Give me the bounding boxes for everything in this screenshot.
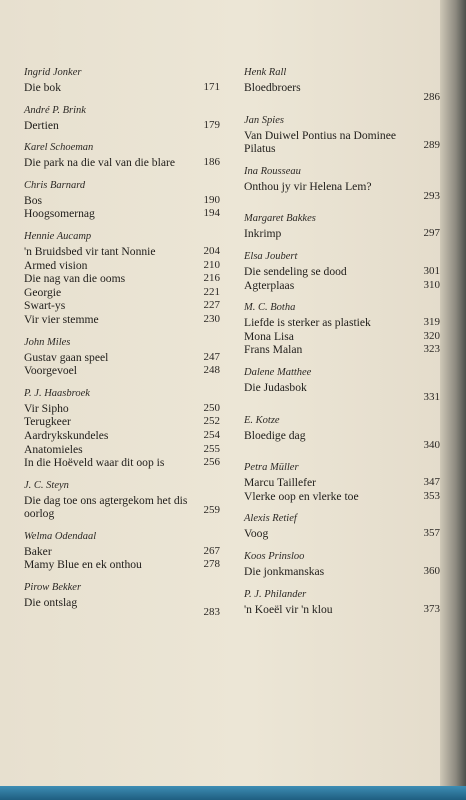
page-number: 340 [423, 438, 440, 451]
author-name: Karel Schoeman [24, 142, 94, 154]
work-title: Die dag toe ons agtergekom het dis oorlog [24, 493, 188, 521]
work-row [244, 81, 440, 105]
author-name: J. C. Steyn [24, 479, 69, 491]
work-title: Die jonkmanskas [244, 564, 325, 578]
page-number: 194 [203, 207, 220, 220]
author-name: Elsa Joubert [244, 250, 298, 262]
work-title: In die Hoëveld waar dit oop is [24, 456, 165, 470]
work-title: Bloedige dag [244, 428, 306, 442]
page-number: 278 [203, 558, 220, 571]
work-title: Mamy Blue en ek onthou [24, 558, 142, 572]
author-name: Ingrid Jonker [24, 67, 82, 78]
author-name: Henk Rall [244, 67, 287, 78]
page-number: 283 [203, 606, 220, 619]
page-number: 320 [423, 329, 440, 342]
toc-entry [244, 301, 440, 357]
author-name: Pirow Bekker [24, 582, 82, 594]
work-row [24, 156, 220, 170]
toc-entry [24, 479, 220, 521]
page-number: 210 [203, 258, 220, 271]
work-row [24, 596, 220, 620]
work-row [244, 129, 440, 156]
work-row [244, 227, 440, 241]
toc-entry [24, 387, 220, 470]
work-title: Die bok [24, 81, 62, 94]
author-name: André P. Brink [24, 104, 86, 116]
work-row [244, 279, 440, 293]
page-number: 297 [423, 227, 440, 240]
work-row [244, 381, 440, 405]
work-title: Georgie [24, 285, 62, 299]
work-row [24, 429, 220, 443]
work-row [244, 265, 440, 279]
work-row [24, 545, 220, 559]
author-name: Jan Spies [244, 114, 284, 126]
work-row [24, 286, 220, 300]
work-row [244, 180, 440, 204]
author-name: Hennie Aucamp [24, 230, 92, 242]
work-title: Vlerke oop en vlerke toe [244, 489, 359, 503]
work-row [24, 207, 220, 221]
work-title: Liefde is sterker as plastiek [244, 316, 371, 330]
work-title: Anatomieles [24, 442, 83, 456]
toc-entry [24, 104, 220, 133]
toc-entry [24, 179, 220, 221]
work-row [24, 272, 220, 286]
work-title: Die Judasbok [244, 380, 307, 394]
page-number: 190 [203, 193, 220, 206]
work-row [244, 429, 440, 453]
toc-entry [244, 250, 440, 292]
author-name: P. J. Haasbroek [24, 387, 90, 399]
page-number: 347 [423, 476, 440, 489]
author-name: Koos Prinsloo [244, 550, 305, 562]
page-number: 216 [203, 272, 220, 285]
toc-right-column [244, 66, 440, 625]
page-edge [440, 0, 466, 800]
work-row [24, 402, 220, 416]
toc-entry [244, 461, 440, 503]
toc-entry [24, 581, 220, 620]
work-title: Baker [24, 544, 52, 558]
page-number: 289 [423, 138, 440, 151]
page-number: 373 [423, 602, 440, 615]
page-number: 221 [203, 285, 220, 298]
page-number: 179 [203, 118, 220, 131]
toc-entry [244, 512, 440, 541]
page-number: 301 [423, 264, 440, 277]
work-row [244, 476, 440, 490]
work-row [24, 81, 220, 95]
work-row [244, 490, 440, 504]
work-title: Swart-ys [24, 299, 66, 313]
toc-entry [244, 114, 440, 156]
work-title: Bloedbroers [244, 81, 301, 94]
page-number: 186 [203, 156, 220, 169]
toc-entry [244, 212, 440, 241]
author-name: Margaret Bakkes [244, 213, 316, 225]
author-name: John Miles [24, 336, 71, 348]
work-row [24, 351, 220, 365]
work-title: 'n Koeël vir 'n klou [244, 602, 333, 616]
author-name: M. C. Botha [244, 302, 296, 314]
page-number: 230 [203, 312, 220, 325]
work-row [24, 299, 220, 313]
toc-entry [244, 588, 440, 617]
page-number: 171 [203, 81, 220, 93]
work-title: Terugkeer [24, 415, 71, 429]
page-number: 204 [203, 244, 220, 257]
page-number: 227 [203, 299, 220, 312]
author-name: Ina Rousseau [244, 165, 301, 177]
work-title: Dertien [24, 118, 59, 132]
author-name: Dalene Matthee [244, 366, 312, 378]
page-number: 247 [203, 350, 220, 363]
work-row [244, 330, 440, 344]
toc-entry [244, 550, 440, 579]
toc-entry [24, 141, 220, 170]
work-row [244, 527, 440, 541]
author-name: Alexis Retief [244, 513, 297, 525]
cover-edge [0, 786, 466, 800]
work-title: Agterplaas [244, 278, 295, 292]
page-number: 252 [203, 415, 220, 428]
author-name: Chris Barnard [24, 179, 86, 191]
work-row [24, 415, 220, 429]
work-row [244, 603, 440, 617]
work-title: Die park na die val van die blare [24, 156, 175, 170]
work-row [24, 313, 220, 327]
page-number: 255 [203, 442, 220, 455]
work-row [24, 259, 220, 273]
toc-entry [244, 165, 440, 204]
author-name: P. J. Philander [244, 588, 307, 600]
toc-entry [24, 336, 220, 378]
work-row [244, 565, 440, 579]
work-title: Vir Sipho [24, 401, 69, 415]
page-number: 256 [203, 456, 220, 469]
work-title: 'n Bruidsbed vir tant Nonnie [24, 244, 156, 258]
toc-entry [24, 66, 220, 95]
page-number: 293 [423, 189, 440, 202]
work-title: Hoogsomernag [24, 207, 95, 221]
author-name: Petra Müller [244, 462, 299, 474]
author-name: E. Kotze [244, 414, 280, 426]
page-number: 360 [423, 564, 440, 577]
work-row [24, 494, 220, 521]
work-row [24, 245, 220, 259]
work-row [244, 316, 440, 330]
toc-entry [244, 366, 440, 405]
work-row [24, 443, 220, 457]
work-title: Die sendeling se dood [244, 264, 347, 278]
page-number: 254 [203, 428, 220, 441]
page-number: 267 [203, 544, 220, 557]
toc-left-column [24, 66, 220, 629]
page-number: 357 [423, 527, 440, 540]
work-title: Bos [24, 193, 43, 207]
work-title: Die ontslag [24, 596, 78, 610]
page-number: 331 [423, 390, 440, 403]
work-title: Die nag van die ooms [24, 272, 126, 286]
work-title: Frans Malan [244, 343, 303, 357]
work-title: Gustav gaan speel [24, 350, 109, 364]
work-title: Armed vision [24, 258, 88, 272]
page-number: 259 [203, 503, 220, 516]
work-row [24, 456, 220, 470]
work-title: Onthou jy vir Helena Lem? [244, 179, 372, 193]
page-number: 319 [423, 316, 440, 329]
page-number: 250 [203, 401, 220, 414]
work-title: Vir vier stemme [24, 312, 99, 326]
toc-entry [244, 414, 440, 453]
page-number: 248 [203, 364, 220, 377]
work-title: Mona Lisa [244, 329, 294, 343]
work-title: Aardrykskundeles [24, 428, 109, 442]
toc-entry [24, 230, 220, 327]
work-row [24, 119, 220, 133]
work-title: Inkrimp [244, 227, 282, 241]
page-number: 286 [423, 91, 440, 103]
work-row [24, 558, 220, 572]
work-title: Voog [244, 527, 269, 541]
page-number: 323 [423, 343, 440, 356]
work-row [24, 194, 220, 208]
page-number: 310 [423, 278, 440, 291]
work-title: Voorgevoel [24, 364, 78, 378]
toc-entry [244, 66, 440, 105]
author-name: Welma Odendaal [24, 530, 97, 542]
page-number: 353 [423, 489, 440, 502]
work-row [24, 364, 220, 378]
work-row [244, 343, 440, 357]
work-title: Marcu Taillefer [244, 476, 317, 490]
work-title: Van Duiwel Pontius na Dominee Pilatus [244, 128, 396, 156]
toc-entry [24, 530, 220, 572]
